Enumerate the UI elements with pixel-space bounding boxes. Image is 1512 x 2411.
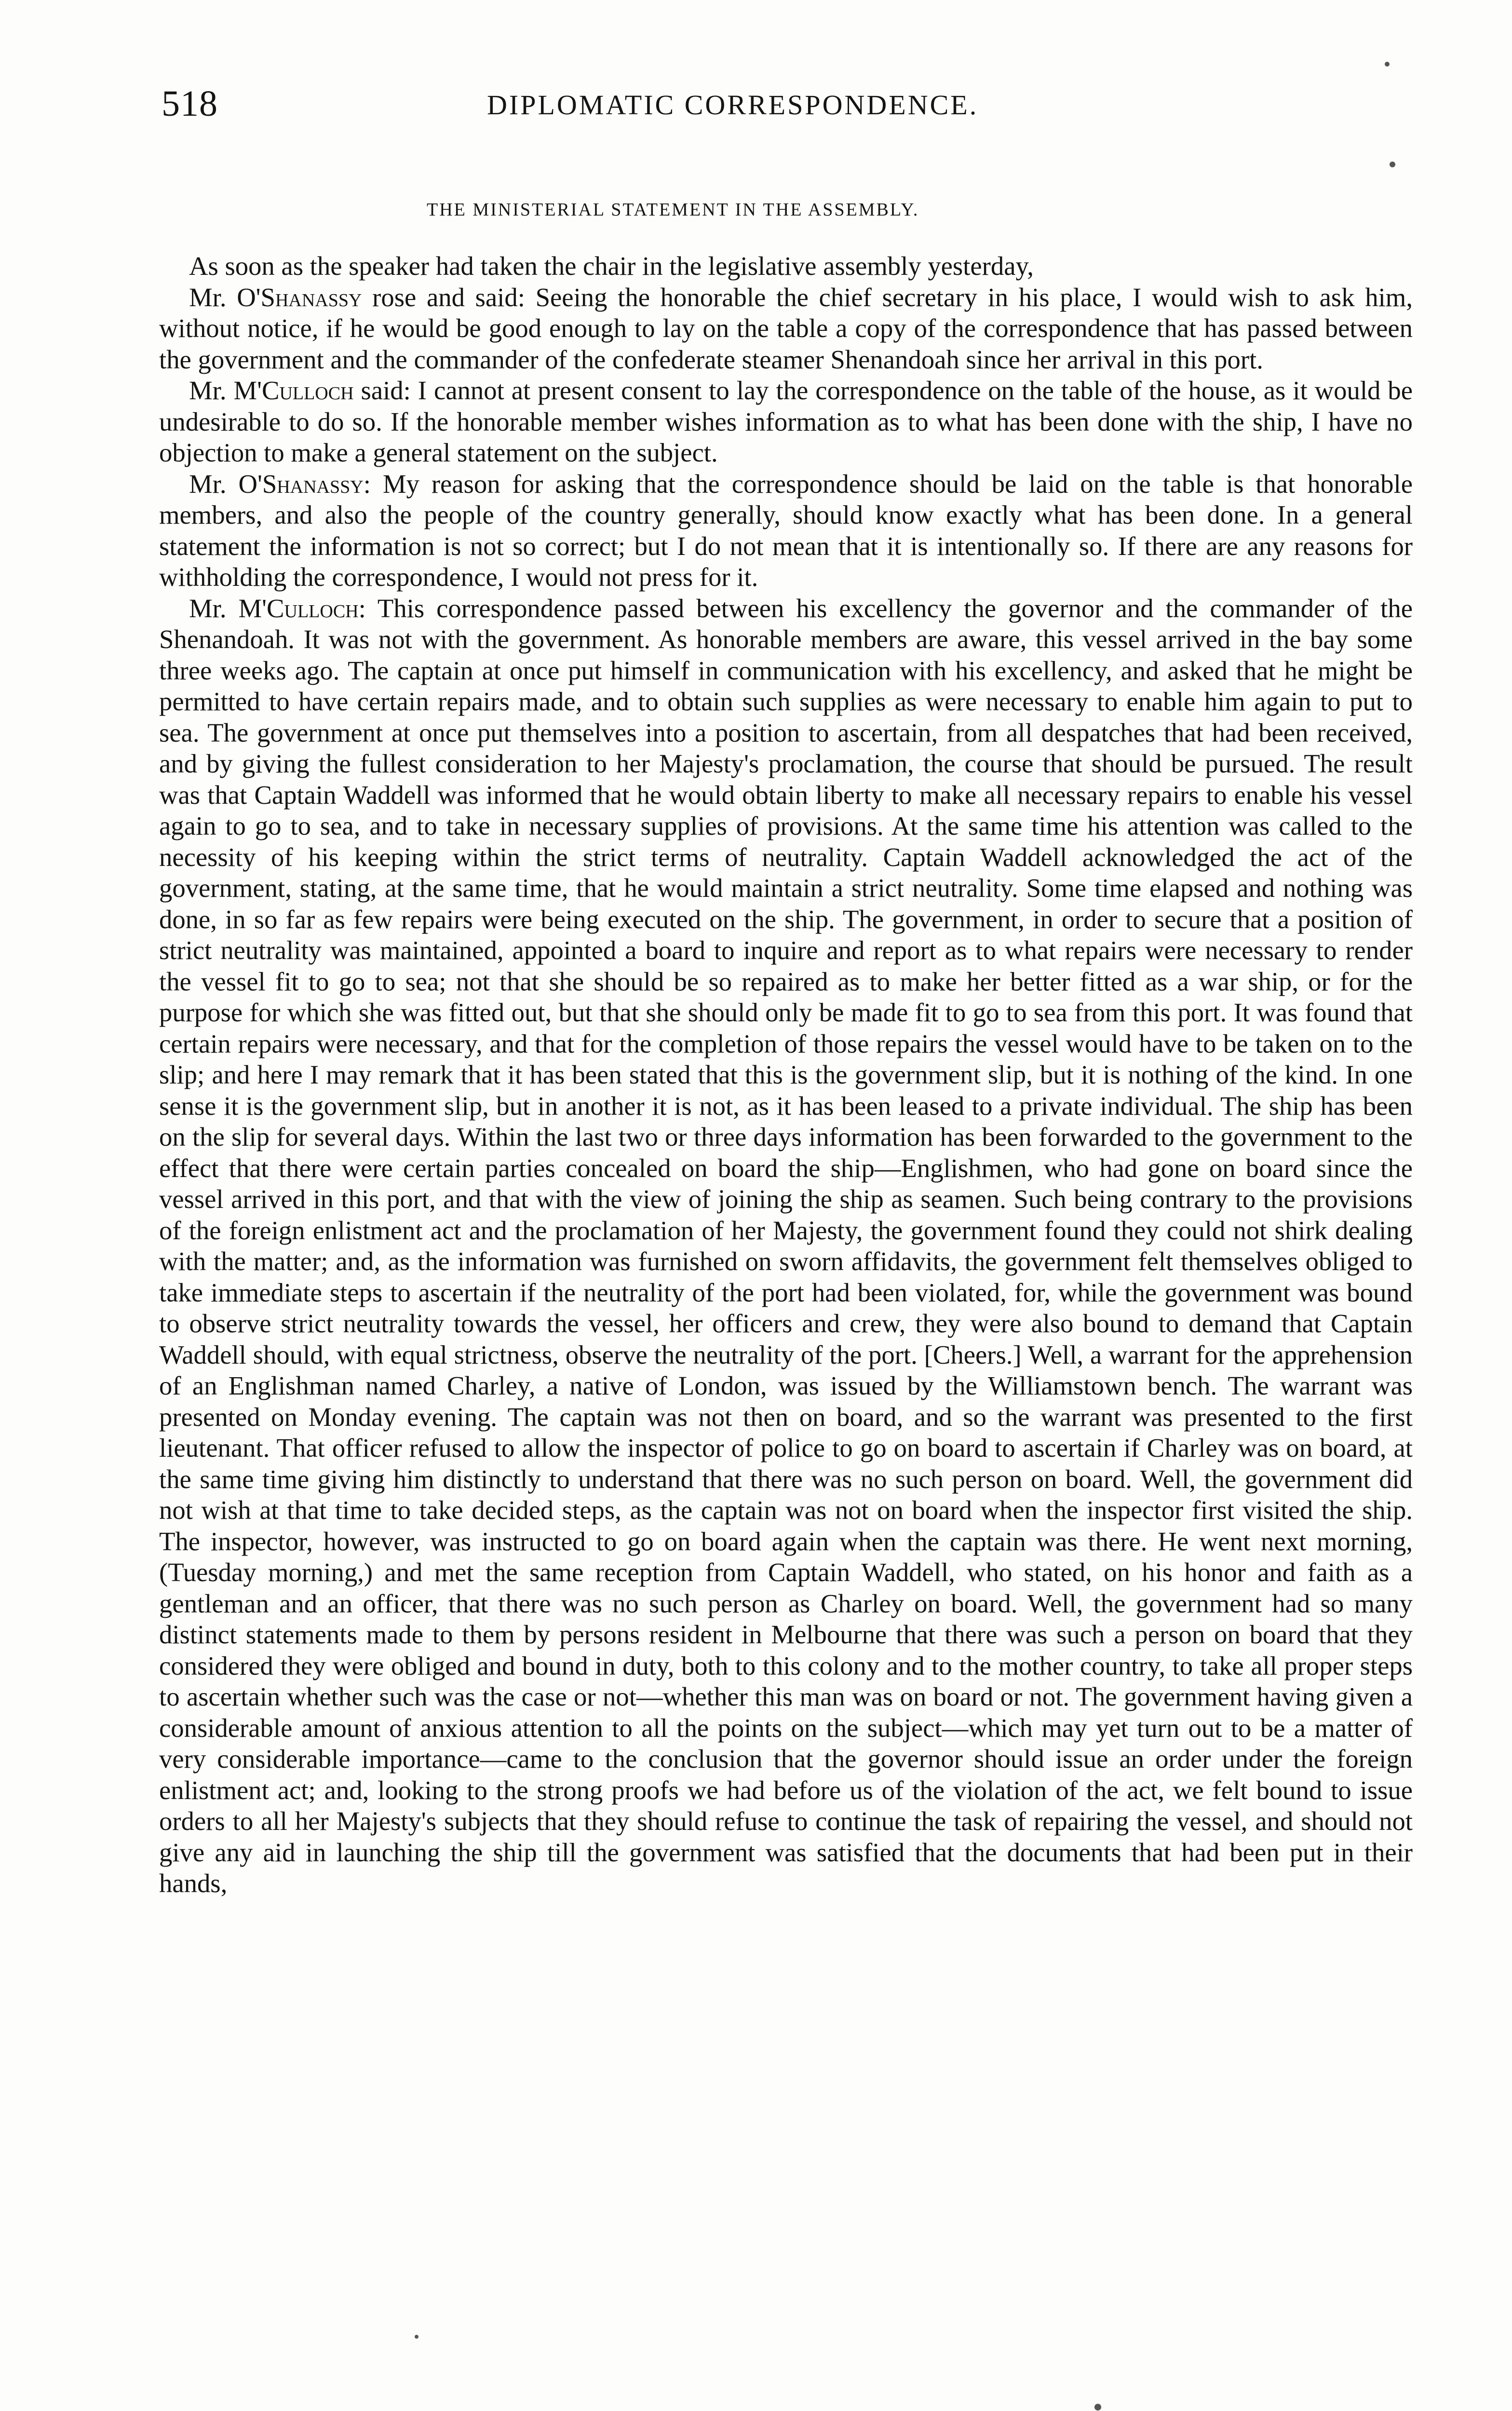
speaker-prefix: Mr. O' xyxy=(189,469,262,499)
scan-speck xyxy=(1385,62,1390,67)
paragraph-text: rose and said: Seeing the honorable the chief secretary in his place, I would wish to ask him, without notice, if he would be good enough to lay on the table a copy of the correspondence that has passed between the government and the commander of the confederate steamer Shenandoah since her arrival in this port. xyxy=(159,282,1413,374)
speaker-name: Shanassy xyxy=(260,282,362,312)
speaker-name: Shanassy xyxy=(262,469,364,499)
scan-speck xyxy=(415,2335,418,2339)
running-head xyxy=(162,80,1068,133)
paragraph-text: : This correspondence passed between his excellency the governor and the commander of the Shenandoah. It was not with the government. As honorable members are aware, this vessel arrived in the bay some three weeks ago. The captain at once put himself in communication with his excellency, and asked that he might be permitted to have certain repairs made, and to obtain such supplies as were necessary to enable him again to put to sea. The government at once put themselves into a position to ascertain, from all despatches that had been received, and by giving the fullest consideration to her Majesty's proclamation, the course that should be pursued. The result was that Captain Waddell was informed that he would obtain liberty to make all necessary repairs to enable his vessel again to go to sea, and to take in necessary supplies of provisions. At the same time his attention was called to the necessity of his keeping within the strict terms of neutrality. Captain Waddell acknowledged the act of the government, stating, at the same time, that he would maintain a strict neutrality. Some time elapsed and nothing was done, in so far as few repairs were being executed on the ship. The government, in order to secure that a position of strict neutrality was maintained, appointed a board to inquire and report as to what repairs were necessary to render the vessel fit to go to sea; not that she should be so repaired as to make her better fitted as a war ship, or for the purpose for which she was fitted out, but that she should only be made fit to go to sea from this port. It was found that certain repairs were necessary, and that for the completion of those repairs the vessel would have to be taken on to the slip; and here I may remark that it has been stated that this is the government slip, but it is nothing of the kind. In one sense it is the government slip, but in another it is not, as it has been leased to a private individual. The ship has been on the slip for several days. Within the last two or three days information has been forwarded to the government to the effect that there were certain parties concealed on board the ship—Englishmen, who had gone on board since the vessel arrived in this port, and that with the view of joining the ship as seamen. Such being contrary to the provisions of the foreign enlistment act and the proclamation of her Majesty, the government found they could not shirk dealing with the matter; and, as the information was furnished on sworn affidavits, the government felt themselves obliged to take immediate steps to ascertain if the neutrality of the port had been violated, for, while the government was bound to observe strict neutrality towards the vessel, her officers and crew, they were also bound to demand that Captain Waddell should, with equal strictness, observe the neutrality of the port. [Cheers.] Well, a warrant for the apprehension of an Englishman named Charley, a native of London, was issued by the Williamstown bench. The warrant was presented on Monday evening. The captain was not then on board, and so the warrant was presented to the first lieutenant. That officer refused to allow the inspector of police to go on board to ascertain if Charley was on board, at the same time giving him distinctly to understand that there was no such person on board. Well, the government did not wish at that time to take decided steps, as the captain was not on board when the inspector first visited the ship. The inspector, however, was instructed to go on board again when the captain was there. He went next morning, (Tuesday morning,) and met the same reception from Captain Waddell, who stated, on his honor and faith as a gentleman and an officer, that there was no such person as Charley on board. Well, the government had so many distinct statements made to them by persons resident in Melbourne that there was such a person on board that they considered they were obliged and bound in duty, both to this colony and to the mother country, to take all proper steps to ascertain whether such was the case or not—whether this man was on board or not. The government having given a considerable amount of anxious attention to all the points on the subject—which may yet turn out to be a matter of very considerable importance—came to the conclusion that the governor should issue an order under the foreign enlistment act; and, looking to the strong proofs we had before us of the violation of the act, we felt bound to issue orders to all her Majesty's subjects that they should refuse to continue the task of repairing the vessel, and should not give any aid in launching the ship till the government was satisfied that the documents that had been put in their hands, xyxy=(159,593,1413,1898)
article-body xyxy=(159,251,1413,1899)
scan-speck xyxy=(1094,2404,1101,2411)
speaker-prefix: Mr. M' xyxy=(189,593,267,623)
section-heading: THE MINISTERIAL STATEMENT IN THE ASSEMBLY. xyxy=(427,200,919,220)
speaker-prefix: Mr. M' xyxy=(189,376,262,405)
speaker-name: Culloch xyxy=(261,376,354,405)
paragraph-oshanassy-reason xyxy=(159,469,1413,593)
paragraph-mculloch-reply xyxy=(159,375,1413,469)
paragraph-oshanassy-question xyxy=(159,282,1413,376)
speaker-prefix: Mr. O' xyxy=(189,282,261,312)
paragraph-text: : My reason for asking that the correspondence should be laid on the table is that honorable members, and also the people of the country generally, should know exactly what has been done. In a general statement the information is not so correct; but I do not mean that it is intentionally so. If there are any reasons for withholding the correspondence, I would not press for it. xyxy=(159,469,1413,592)
paragraph-opening: As soon as the speaker had taken the chair in the legislative assembly yesterday, xyxy=(189,251,1034,281)
scan-speck xyxy=(1390,162,1395,167)
running-title: DIPLOMATIC CORRESPONDENCE. xyxy=(487,89,979,121)
speaker-name: Culloch xyxy=(267,593,359,623)
paragraph-mculloch-statement xyxy=(159,593,1413,1899)
paragraph-text: said: I cannot at present consent to lay the correspondence on the table of the house, as it would be undesirable to do so. If the honorable member wishes information as to what has been done with the ship, I have no objection to make a general statement on the subject. xyxy=(159,376,1413,467)
page-number: 518 xyxy=(162,83,218,124)
